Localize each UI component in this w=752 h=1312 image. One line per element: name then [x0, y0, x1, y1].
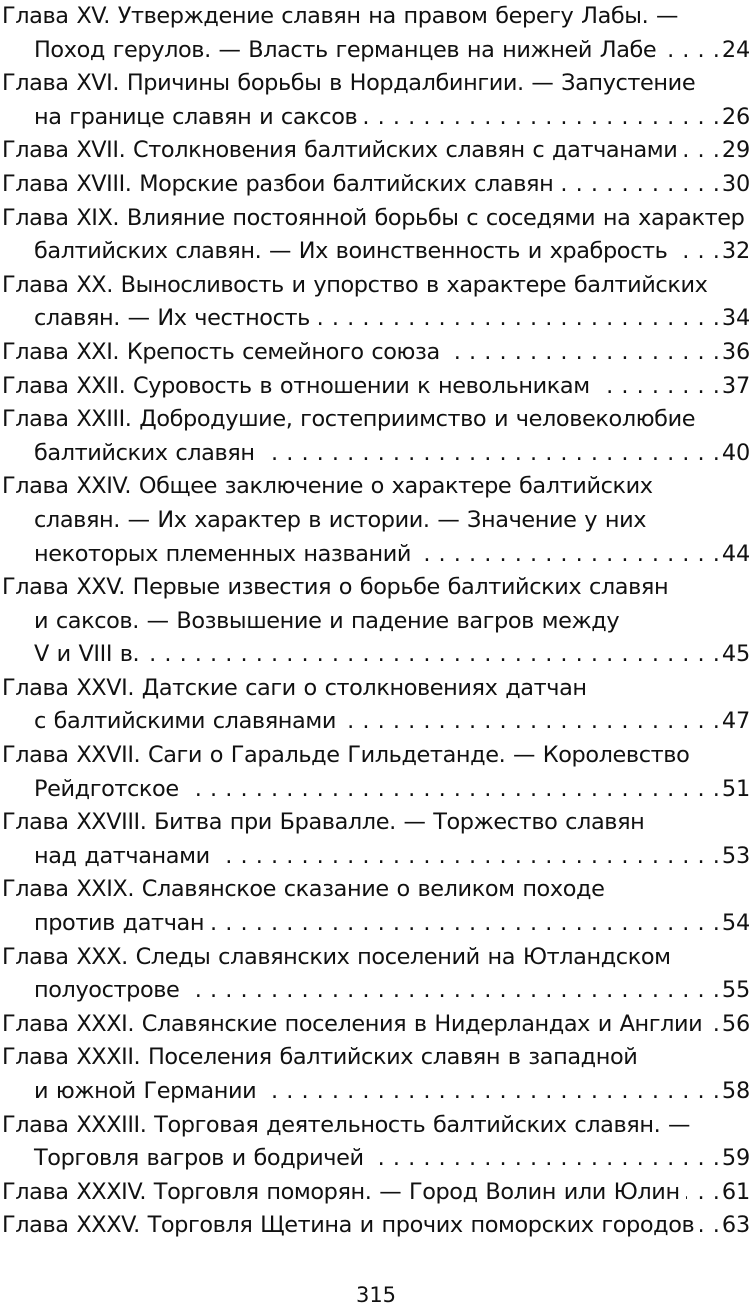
toc-entry-text: Глава XXXV. Торговля Щетина и прочих поморских городов — [2, 1212, 695, 1239]
toc-entry-line — [2, 403, 750, 437]
dot-leader — [446, 336, 720, 370]
dot-leader — [216, 840, 720, 874]
toc-entry-text: Глава XXV. Первые известия о борьбе балтийских славян — [2, 574, 669, 601]
toc-entry-last-line — [2, 101, 750, 135]
dot-leader — [417, 538, 720, 572]
dot-leader — [261, 437, 720, 471]
toc-entry — [2, 470, 750, 571]
toc-entry — [2, 0, 750, 67]
toc-entry-text: V и VIII в. — [34, 641, 140, 668]
toc-entry-line — [2, 1109, 750, 1143]
toc-entry-last-line — [2, 638, 750, 672]
toc-entry-text: Глава XXXIV. Торговля поморян. — Город Волин или Юлин — [2, 1178, 680, 1205]
toc-page-number: 36 — [721, 338, 750, 365]
toc-page-number: 54 — [721, 910, 750, 937]
toc-entry-text: Глава XXX. Следы славянских поселений на Ютландском — [2, 943, 671, 970]
dot-leader — [683, 134, 719, 168]
toc-entry-text: Глава XXXIII. Торговая деятельность балтийских славян. — — [2, 1111, 691, 1138]
toc-entry-line — [2, 202, 750, 236]
toc-entry-last-line — [2, 1209, 750, 1243]
toc-entry-last-line — [2, 773, 750, 807]
toc-page-number: 44 — [721, 540, 750, 567]
dot-leader — [370, 1142, 720, 1176]
toc-entry — [2, 941, 750, 1008]
toc-page-number: 37 — [721, 372, 750, 399]
toc-page-number: 29 — [721, 137, 750, 164]
toc-entry-last-line — [2, 705, 750, 739]
toc-page-number: 59 — [721, 1145, 750, 1172]
dot-leader — [185, 974, 719, 1008]
toc-entry-text: Глава XXXI. Славянские поселения в Нидерландах и Англии — [2, 1010, 703, 1037]
toc-entry-text: Глава XXIX. Славянское сказание о великом походе — [2, 876, 605, 903]
toc-entry — [2, 1176, 750, 1210]
dot-leader — [559, 168, 720, 202]
toc-entry-last-line — [2, 437, 750, 471]
dot-leader — [342, 705, 720, 739]
toc-entry-text: Глава XXI. Крепость семейного союза — [2, 338, 440, 365]
toc-entry — [2, 1041, 750, 1108]
toc-entry-line — [2, 672, 750, 706]
dot-leader — [210, 907, 720, 941]
toc-entry-last-line — [2, 1008, 750, 1042]
toc-entry-line — [2, 605, 750, 639]
toc-entry — [2, 403, 750, 470]
toc-entry — [2, 134, 750, 168]
toc-entry-line — [2, 67, 750, 101]
toc-entry-text: Глава XXIV. Общее заключение о характере балтийских — [2, 473, 653, 500]
toc-entry — [2, 1209, 750, 1243]
toc-entry-text: Глава XXVIII. Битва при Бравалле. — Торжество славян — [2, 809, 645, 836]
table-of-contents — [2, 0, 750, 1243]
toc-page-number: 24 — [721, 36, 750, 63]
toc-entry-last-line — [2, 235, 750, 269]
dot-leader — [708, 1008, 720, 1042]
toc-entry — [2, 739, 750, 806]
toc-entry-text: Рейдготское — [34, 775, 179, 802]
dot-leader — [700, 1209, 720, 1243]
toc-entry-last-line — [2, 134, 750, 168]
toc-page-number: 32 — [721, 238, 750, 265]
toc-entry-text: и саксов. — Возвышение и падение вагров между — [34, 607, 620, 634]
toc-entry-last-line — [2, 538, 750, 572]
dot-leader — [673, 235, 719, 269]
dot-leader — [363, 101, 720, 135]
toc-entry-line — [2, 269, 750, 303]
toc-entry-text: балтийских славян. — Их воинственность и храбрость — [34, 238, 668, 265]
toc-entry-text: против датчан — [34, 910, 205, 937]
toc-entry — [2, 571, 750, 672]
dot-leader — [686, 1176, 720, 1210]
toc-entry-line — [2, 873, 750, 907]
toc-page-number: 45 — [721, 641, 750, 668]
toc-entry-line — [2, 1041, 750, 1075]
toc-page-number: 47 — [721, 708, 750, 735]
toc-entry — [2, 336, 750, 370]
dot-leader — [316, 302, 720, 336]
toc-entry-text: полуострове — [34, 977, 180, 1004]
toc-entry-text: Глава XXVI. Датские саги о столкновениях датчан — [2, 674, 587, 701]
toc-entry-line — [2, 504, 750, 538]
toc-entry-last-line — [2, 840, 750, 874]
toc-entry — [2, 269, 750, 336]
toc-entry — [2, 370, 750, 404]
toc-page-number: 40 — [721, 439, 750, 466]
toc-entry-text: с балтийскими славянами — [34, 708, 336, 735]
toc-page-number: 58 — [721, 1078, 750, 1104]
toc-page-number: 51 — [721, 775, 750, 802]
toc-entry-last-line — [2, 1176, 750, 1210]
toc-entry-text: балтийских славян — [34, 439, 255, 466]
toc-entry-text: Глава XIX. Влияние постоянной борьбы с соседями на характер — [2, 204, 745, 231]
toc-entry-last-line — [2, 1075, 750, 1109]
toc-entry-last-line — [2, 1142, 750, 1176]
toc-entry-line — [2, 571, 750, 605]
toc-entry-last-line — [2, 336, 750, 370]
dot-leader — [596, 370, 720, 404]
toc-entry-text: Глава XVI. Причины борьбы в Нордалбингии. — Запустение — [2, 70, 696, 97]
dot-leader — [185, 773, 720, 807]
toc-page-number: 26 — [721, 103, 750, 130]
toc-entry-text: Глава XXII. Суровость в отношении к невольникам — [2, 372, 590, 399]
toc-entry-text: Торговля вагров и бодричей — [34, 1145, 364, 1172]
toc-entry-text: Глава XXVII. Саги о Гаральде Гильдетанде. — Королевство — [2, 742, 690, 769]
toc-entry-last-line — [2, 974, 750, 1008]
toc-entry-line — [2, 0, 750, 34]
toc-page-number: 63 — [721, 1212, 750, 1239]
toc-entry — [2, 1008, 750, 1042]
toc-entry-last-line — [2, 370, 750, 404]
toc-entry-last-line — [2, 302, 750, 336]
toc-entry-last-line — [2, 907, 750, 941]
toc-page-number: 56 — [721, 1010, 750, 1037]
toc-page-number: 30 — [721, 170, 750, 197]
toc-entry — [2, 672, 750, 739]
toc-entry-text: над датчанами — [34, 842, 210, 869]
toc-entry — [2, 806, 750, 873]
toc-entry-text: Поход герулов. — Власть германцев на нижней Лабе — [34, 36, 657, 63]
toc-entry-text: Глава XX. Выносливость и упорство в характере балтийских — [2, 271, 708, 298]
dot-leader — [145, 638, 720, 672]
toc-entry-text: славян. — Их честность — [34, 305, 310, 332]
toc-entry — [2, 202, 750, 269]
toc-page-number: 61 — [721, 1178, 750, 1205]
toc-entry-text: некоторых племенных названий — [34, 540, 412, 567]
toc-entry-text: славян. — Их характер в истории. — Значение у них — [34, 506, 647, 533]
page-number: 315 — [355, 1283, 397, 1307]
toc-entry — [2, 1109, 750, 1176]
toc-entry-text: Глава XVIII. Морские разбои балтийских славян — [2, 170, 554, 197]
toc-entry — [2, 168, 750, 202]
toc-entry-line — [2, 470, 750, 504]
toc-entry-line — [2, 739, 750, 773]
toc-entry — [2, 67, 750, 134]
toc-entry-last-line — [2, 34, 750, 68]
toc-entry — [2, 873, 750, 940]
toc-page-number: 55 — [721, 977, 750, 1004]
toc-entry-last-line — [2, 168, 750, 202]
dot-leader — [262, 1075, 720, 1109]
toc-page-number: 53 — [721, 842, 750, 869]
toc-entry-text: Глава XV. Утверждение славян на правом берегу Лабы. — — [2, 3, 678, 29]
toc-entry-text: Глава XXIII. Добродушие, гостеприимство и человеколюбие — [2, 406, 696, 433]
toc-entry-text: на границе славян и саксов — [34, 103, 358, 130]
toc-entry-line — [2, 806, 750, 840]
toc-entry-line — [2, 941, 750, 975]
toc-entry-text: и южной Германии — [34, 1078, 257, 1104]
dot-leader — [662, 34, 720, 68]
toc-entry-text: Глава XXXII. Поселения балтийских славян в западной — [2, 1044, 638, 1071]
toc-entry-text: Глава XVII. Столкновения балтийских славян с датчанами — [2, 137, 678, 164]
toc-page-number: 34 — [721, 305, 750, 332]
